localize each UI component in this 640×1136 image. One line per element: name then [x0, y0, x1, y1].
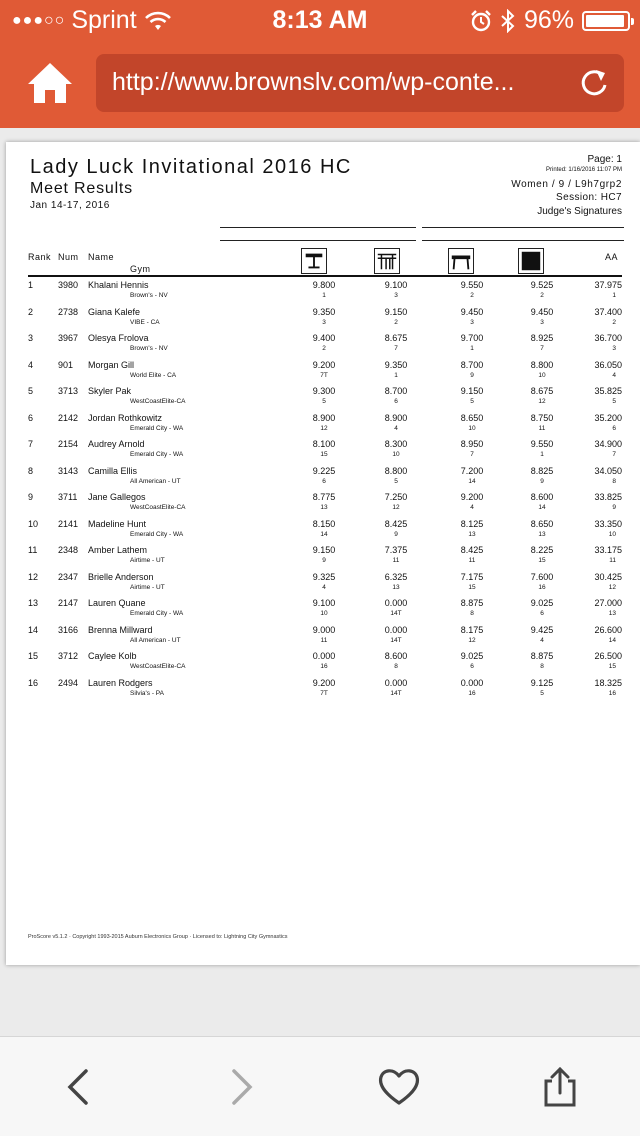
- event-place: 2: [540, 292, 544, 299]
- gym-name: WestCoastElite-CA: [130, 663, 186, 670]
- gym-name: VIBE - CA: [130, 318, 160, 326]
- number-cell: 2147: [58, 598, 79, 608]
- event-score: 8.150: [312, 518, 336, 529]
- event-place: 3: [540, 318, 544, 326]
- header-gym: Gym: [130, 264, 151, 274]
- number-cell: 2154: [58, 439, 79, 449]
- event-score: 0.000: [460, 677, 484, 688]
- rank-cell: 4: [28, 359, 34, 370]
- event-score: 8.825: [530, 465, 554, 476]
- event-place: 11: [538, 424, 546, 432]
- athlete-name: Jane Gallegos: [88, 492, 146, 502]
- number-cell: 2738: [58, 306, 79, 317]
- event-score: 7.600: [530, 571, 554, 582]
- event-score: 8.925: [530, 333, 554, 343]
- table-row: [6, 492, 640, 518]
- alarm-icon: [470, 10, 492, 32]
- event-place: 5: [322, 398, 326, 405]
- gym-name: Emerald City - WA: [130, 610, 184, 617]
- event-place: 13: [320, 504, 328, 511]
- table-row: [6, 360, 640, 386]
- event-score: 9.150: [460, 386, 484, 396]
- athlete-name: Khalani Hennis: [88, 280, 149, 290]
- event-place: 14: [468, 477, 476, 485]
- event-score: 9.700: [460, 333, 484, 343]
- event-score: 8.600: [530, 492, 554, 502]
- header-name: Name: [88, 252, 115, 262]
- rank-cell: 10: [28, 518, 39, 529]
- all-around-score: 26.600: [594, 624, 622, 635]
- table-row: [6, 386, 640, 412]
- battery-percent: 96%: [523, 6, 574, 34]
- event-score: 8.300: [384, 439, 408, 449]
- number-cell: 3967: [58, 333, 79, 343]
- event-place: 2: [470, 292, 474, 299]
- all-around-score: 18.325: [594, 677, 622, 688]
- event-score: 9.200: [312, 359, 336, 370]
- event-score: 8.425: [384, 518, 408, 529]
- athlete-name: Caylee Kolb: [88, 651, 137, 661]
- event-place: 14T: [390, 689, 402, 697]
- event-score: 8.775: [312, 492, 336, 502]
- table-row: [6, 598, 640, 624]
- event-place: 6: [394, 398, 398, 405]
- event-place: 7: [470, 451, 474, 458]
- event-score: 9.100: [312, 598, 336, 608]
- event-score: 9.325: [312, 571, 336, 582]
- event-score: 8.100: [312, 439, 336, 449]
- event-place: 12: [538, 398, 546, 405]
- event-place: 7T: [320, 371, 328, 379]
- event-score: 0.000: [384, 677, 408, 688]
- number-cell: 901: [58, 359, 74, 370]
- event-score: 8.125: [460, 518, 484, 529]
- gym-name: WestCoastElite-CA: [130, 504, 186, 511]
- gym-name: Emerald City - WA: [130, 530, 184, 538]
- event-place: 1: [394, 371, 398, 379]
- url-text[interactable]: http://www.brownslv.com/wp-conte...: [112, 68, 515, 96]
- event-score: 9.350: [384, 359, 408, 370]
- all-around-score: 34.900: [594, 439, 622, 449]
- event-score: 9.100: [384, 280, 408, 290]
- event-score: 9.550: [460, 280, 484, 290]
- event-score: 8.425: [460, 545, 484, 555]
- event-place: 2: [394, 318, 398, 326]
- event-place: 14: [538, 504, 546, 511]
- table-row: [6, 439, 640, 465]
- all-around-place: 9: [612, 504, 616, 511]
- event-place: 16: [320, 663, 328, 670]
- athlete-name: Lauren Rodgers: [88, 677, 153, 688]
- event-place: 8: [394, 663, 398, 670]
- gym-name: Silvia's - PA: [130, 689, 164, 697]
- event-place: 3: [322, 318, 326, 326]
- event-place: 2: [322, 345, 326, 352]
- number-cell: 3712: [58, 651, 79, 661]
- event-score: 8.950: [460, 439, 484, 449]
- event-place: 11: [392, 557, 400, 564]
- gym-name: Brown's - NV: [130, 292, 168, 299]
- table-row: [6, 333, 640, 359]
- all-around-score: 36.700: [594, 333, 622, 343]
- event-score: 9.425: [530, 624, 554, 635]
- event-place: 10: [538, 371, 546, 379]
- athlete-name: Skyler Pak: [88, 386, 132, 396]
- all-around-score: 36.050: [594, 359, 622, 370]
- signature-line: [220, 227, 416, 228]
- number-cell: 2142: [58, 412, 79, 423]
- event-score: 0.000: [384, 624, 408, 635]
- gym-name: World Elite - CA: [130, 371, 177, 379]
- event-score: 7.250: [384, 492, 408, 502]
- share-icon[interactable]: [538, 1065, 582, 1109]
- floor-icon: [518, 248, 544, 274]
- event-place: 13: [538, 530, 546, 538]
- home-icon[interactable]: [26, 60, 74, 106]
- event-score: 8.675: [530, 386, 554, 396]
- event-place: 15: [320, 451, 328, 458]
- table-row: [6, 651, 640, 677]
- athlete-name: Olesya Frolova: [88, 333, 149, 343]
- event-score: 9.025: [460, 651, 484, 661]
- event-place: 10: [468, 424, 476, 432]
- athlete-name: Brenna Millward: [88, 624, 153, 635]
- event-score: 7.375: [384, 545, 408, 555]
- battery-fill: [586, 15, 624, 27]
- event-score: 8.650: [530, 518, 554, 529]
- number-cell: 2348: [58, 545, 79, 555]
- event-score: 9.550: [530, 439, 554, 449]
- event-score: 9.525: [530, 280, 554, 290]
- event-score: 9.450: [460, 306, 484, 317]
- clock: 8:13 AM: [272, 6, 368, 34]
- table-row: [6, 572, 640, 598]
- event-score: 9.200: [460, 492, 484, 502]
- event-score: 7.175: [460, 571, 484, 582]
- rank-cell: 6: [28, 412, 34, 423]
- event-score: 8.650: [460, 412, 484, 423]
- all-around-score: 35.825: [594, 386, 622, 396]
- all-around-place: 5: [612, 398, 616, 405]
- number-cell: 2347: [58, 571, 79, 582]
- event-place: 3: [470, 318, 474, 326]
- number-cell: 3166: [58, 624, 79, 635]
- browser-header: [0, 0, 640, 128]
- event-place: 5: [470, 398, 474, 405]
- event-score: 9.025: [530, 598, 554, 608]
- number-cell: 2494: [58, 677, 79, 688]
- event-score: 8.800: [530, 359, 554, 370]
- event-place: 10: [392, 451, 400, 458]
- vault-icon: [301, 248, 327, 274]
- table-row: [6, 545, 640, 571]
- judges-signatures-label: Judge's Signatures: [537, 206, 622, 217]
- all-around-place: 1: [612, 292, 616, 299]
- signature-line: [220, 240, 416, 241]
- event-place: 6: [540, 610, 544, 617]
- bars-icon: [374, 248, 400, 274]
- all-around-place: 8: [612, 477, 616, 485]
- event-score: 0.000: [312, 651, 336, 661]
- athlete-name: Brielle Anderson: [88, 571, 154, 582]
- event-place: 14T: [390, 636, 402, 644]
- gym-name: WestCoastElite-CA: [130, 398, 186, 405]
- all-around-place: 3: [612, 345, 616, 352]
- event-score: 9.225: [312, 465, 336, 476]
- meet-date: Jan 14-17, 2016: [30, 200, 110, 211]
- athlete-name: Jordan Rothkowitz: [88, 412, 163, 423]
- event-place: 16: [538, 583, 546, 591]
- event-score: 9.800: [312, 280, 336, 290]
- event-place: 7: [394, 345, 398, 352]
- all-around-score: 34.050: [594, 465, 622, 476]
- rank-cell: 12: [28, 571, 39, 582]
- results-document: [6, 142, 640, 965]
- event-place: 4: [394, 424, 398, 432]
- all-around-place: 11: [609, 557, 616, 564]
- athlete-name: Camilla Ellis: [88, 465, 138, 476]
- event-place: 8: [540, 663, 544, 670]
- gym-name: Emerald City - WA: [130, 451, 184, 458]
- event-place: 5: [540, 689, 544, 697]
- beam-icon: [448, 248, 474, 274]
- all-around-place: 15: [608, 663, 616, 670]
- event-score: 8.175: [460, 624, 484, 635]
- all-around-place: 2: [612, 318, 616, 326]
- status-right: [470, 6, 630, 35]
- reload-icon[interactable]: [578, 67, 610, 99]
- table-row: [6, 466, 640, 492]
- number-cell: 3713: [58, 386, 79, 396]
- event-place: 4: [470, 504, 474, 511]
- number-cell: 2141: [58, 518, 79, 529]
- signal-dots: ●●●○○: [12, 11, 66, 29]
- event-score: 7.200: [460, 465, 484, 476]
- number-cell: 3980: [58, 280, 79, 290]
- event-place: 11: [468, 557, 476, 564]
- all-around-place: 13: [608, 610, 616, 617]
- number-cell: 3711: [58, 492, 78, 502]
- event-place: 8: [470, 610, 474, 617]
- gym-name: All American - UT: [130, 477, 181, 485]
- event-score: 8.700: [384, 386, 408, 396]
- event-place: 14T: [390, 610, 402, 617]
- rank-cell: 1: [28, 280, 34, 290]
- all-around-place: 4: [612, 371, 616, 379]
- status-bar: [0, 0, 640, 40]
- gym-name: Airtime - UT: [130, 557, 165, 564]
- event-score: 9.150: [384, 306, 408, 317]
- all-around-score: 37.975: [594, 280, 622, 290]
- event-place: 12: [320, 424, 328, 432]
- all-around-score: 37.400: [594, 306, 622, 317]
- event-score: 9.400: [312, 333, 336, 343]
- header-divider: [28, 275, 622, 277]
- event-place: 6: [322, 477, 326, 485]
- event-score: 8.800: [384, 465, 408, 476]
- gym-name: Airtime - UT: [130, 583, 165, 591]
- gym-name: Emerald City - WA: [130, 424, 184, 432]
- table-row: [6, 413, 640, 439]
- all-around-score: 30.425: [594, 571, 622, 582]
- event-score: 8.675: [384, 333, 408, 343]
- header-num: Num: [58, 252, 79, 262]
- event-place: 9: [540, 477, 544, 485]
- carrier-name: Sprint: [71, 6, 137, 34]
- table-row: [6, 519, 640, 545]
- rank-cell: 9: [28, 492, 34, 502]
- event-place: 6: [470, 663, 474, 670]
- event-score: 9.450: [530, 306, 554, 317]
- event-place: 15: [538, 557, 546, 564]
- all-around-score: 33.175: [594, 545, 622, 555]
- all-around-place: 6: [612, 424, 616, 432]
- rank-cell: 7: [28, 439, 34, 449]
- meet-title: Lady Luck Invitational 2016 HC: [30, 156, 352, 178]
- event-place: 5: [394, 477, 398, 485]
- url-bar[interactable]: [96, 54, 624, 112]
- event-score: 8.750: [530, 412, 554, 423]
- all-around-place: 12: [608, 583, 616, 591]
- rank-cell: 11: [28, 545, 38, 555]
- event-place: 9: [394, 530, 398, 538]
- athlete-name: Madeline Hunt: [88, 518, 147, 529]
- event-score: 8.875: [530, 651, 554, 661]
- event-score: 9.300: [312, 386, 336, 396]
- event-place: 4: [322, 583, 326, 591]
- document-footer: ProScore v5.1.2 · Copyright 1993-2015 Auburn Electronics Group · Licensed to: Lightning City Gymnastics: [28, 934, 288, 940]
- event-score: 9.350: [312, 306, 336, 317]
- event-score: 8.900: [384, 412, 408, 423]
- division-info: Women / 9 / L9h7grp2: [511, 179, 622, 190]
- event-place: 7T: [320, 689, 328, 697]
- table-row: [6, 678, 640, 704]
- table-row: [6, 307, 640, 333]
- all-around-score: 33.350: [594, 518, 622, 529]
- event-score: 8.700: [460, 359, 484, 370]
- event-score: 0.000: [384, 598, 408, 608]
- all-around-score: 26.500: [594, 651, 622, 661]
- all-around-place: 16: [608, 689, 616, 697]
- event-place: 12: [392, 504, 400, 511]
- event-place: 7: [540, 345, 544, 352]
- event-place: 1: [322, 292, 326, 299]
- meet-subtitle: Meet Results: [30, 180, 133, 197]
- rank-cell: 3: [28, 333, 34, 343]
- event-score: 9.150: [312, 545, 336, 555]
- session-info: Session: HC7: [556, 192, 622, 203]
- event-place: 14: [320, 530, 328, 538]
- event-score: 8.225: [530, 545, 554, 555]
- event-place: 10: [320, 610, 328, 617]
- bluetooth-icon: [500, 9, 516, 33]
- event-place: 1: [470, 345, 474, 352]
- event-place: 4: [540, 636, 544, 644]
- event-place: 11: [320, 636, 328, 644]
- event-place: 12: [468, 636, 476, 644]
- athlete-name: Audrey Arnold: [88, 439, 145, 449]
- athlete-name: Amber Lathem: [88, 545, 148, 555]
- event-score: 8.875: [460, 598, 484, 608]
- all-around-score: 27.000: [594, 598, 622, 608]
- all-around-place: 14: [608, 636, 616, 644]
- rank-cell: 2: [28, 306, 34, 317]
- athlete-name: Morgan Gill: [88, 359, 135, 370]
- event-place: 16: [468, 689, 476, 697]
- signature-line: [422, 227, 624, 228]
- table-row: [6, 280, 640, 306]
- page-number: Page: 1: [587, 154, 622, 165]
- event-place: 9: [322, 557, 326, 564]
- gym-name: Brown's - NV: [130, 345, 168, 352]
- all-around-score: 33.825: [594, 492, 622, 502]
- rank-cell: 15: [28, 651, 39, 661]
- athlete-name: Giana Kalefe: [88, 306, 141, 317]
- heart-icon[interactable]: [377, 1065, 421, 1109]
- athlete-name: Lauren Quane: [88, 598, 146, 608]
- all-around-place: 10: [608, 530, 616, 538]
- event-place: 3: [394, 292, 398, 299]
- signature-line: [422, 240, 624, 241]
- event-score: 9.000: [312, 624, 336, 635]
- event-score: 8.900: [312, 412, 336, 423]
- event-score: 9.125: [530, 677, 554, 688]
- event-place: 1: [540, 451, 544, 458]
- event-place: 9: [470, 371, 474, 379]
- event-place: 13: [392, 583, 400, 591]
- event-place: 15: [468, 583, 476, 591]
- rank-cell: 16: [28, 677, 39, 688]
- forward-icon[interactable]: [218, 1065, 262, 1109]
- gym-name: All American - UT: [130, 636, 181, 644]
- event-score: 9.200: [312, 677, 336, 688]
- number-cell: 3143: [58, 465, 79, 476]
- rank-cell: 5: [28, 386, 34, 396]
- header-rank: Rank: [28, 252, 52, 262]
- rank-cell: 14: [28, 624, 39, 635]
- rank-cell: 8: [28, 465, 34, 476]
- event-score: 6.325: [384, 571, 408, 582]
- battery-icon: [582, 11, 630, 31]
- header-aa: AA: [604, 252, 618, 262]
- printed-stamp: Printed: 1/16/2016 11:07 PM: [546, 167, 622, 173]
- table-row: [6, 625, 640, 651]
- event-place: 13: [468, 530, 476, 538]
- rank-cell: 13: [28, 598, 39, 608]
- browser-toolbar: [0, 1036, 640, 1136]
- all-around-place: 7: [612, 451, 616, 458]
- event-score: 8.600: [384, 651, 408, 661]
- back-icon[interactable]: [58, 1065, 102, 1109]
- all-around-score: 35.200: [594, 412, 622, 423]
